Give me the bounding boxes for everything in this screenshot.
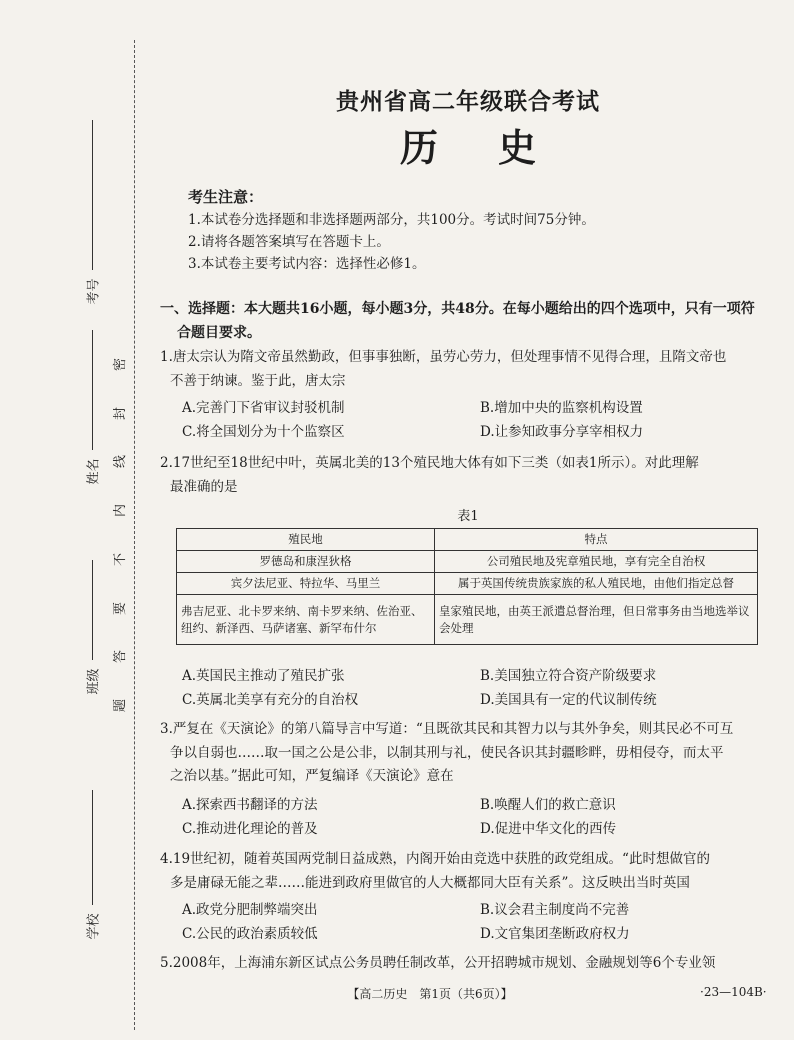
- notice-item: 2.请将各题答案填写在答题卡上。: [188, 234, 390, 250]
- table-cell: 宾夕法尼亚、特拉华、马里兰: [177, 573, 435, 595]
- seal-char: 内: [113, 504, 129, 518]
- option-b[interactable]: B.美国独立符合资产阶级要求: [480, 668, 657, 684]
- question-1: [160, 346, 782, 393]
- seal-char: 不: [113, 552, 129, 566]
- name-field[interactable]: [80, 330, 104, 495]
- question-text: 3.严复在《天演论》的第八篇导言中写道：“且既欲其民和其智力以与其外争矣，则其民必不可互: [160, 721, 734, 737]
- table-cell: 公司殖民地及宪章殖民地，享有完全自治权: [435, 551, 758, 573]
- table-header: 特点: [435, 529, 758, 551]
- seal-char: 封: [113, 406, 129, 420]
- seal-char: 答: [113, 650, 129, 664]
- section-heading: 一、选择题：本大题共16小题，每小题3分，共48分。在每小题给出的四个选项中，只有一项符 合题目要求。: [160, 301, 755, 341]
- footer-page-info: 【高二历史 第1页（共6页）】: [347, 987, 513, 1001]
- question-3-options: [182, 793, 782, 841]
- option-a[interactable]: A.政党分肥制弊端突出: [182, 902, 318, 918]
- option-c[interactable]: C.英属北美享有充分的自治权: [182, 692, 359, 708]
- question-text: 不善于纳谏。鉴于此，唐太宗: [170, 372, 346, 389]
- table-cell: 皇家殖民地，由英王派遣总督治理，但日常事务由当地选举议会处理: [435, 595, 758, 645]
- option-b[interactable]: B.议会君主制度尚不完善: [480, 902, 630, 918]
- option-b[interactable]: B.增加中央的监察机构设置: [480, 400, 643, 416]
- question-text: 之治以基。”据此可知，严复编译《天演论》意在: [170, 768, 454, 784]
- notice-item: 1.本试卷分选择题和非选择题两部分，共100分。考试时间75分钟。: [188, 212, 595, 228]
- exam-title: 贵州省高二年级联合考试: [336, 88, 600, 115]
- question-4: [160, 848, 782, 895]
- option-a[interactable]: A.完善门下省审议封驳机制: [182, 400, 345, 416]
- binding-strip: [0, 0, 140, 1040]
- candidate-notice: [188, 186, 595, 275]
- exam-number-label: 考号: [86, 278, 102, 305]
- option-a[interactable]: A.英国民主推动了殖民扩张: [182, 668, 345, 684]
- notice-item: 3.本试卷主要考试内容：选择性必修1。: [188, 256, 426, 272]
- question-text: 1.唐太宗认为隋文帝虽然勤政，但事事独断，虽劳心劳力，但处理事情不见得合理，且隋文帝也: [160, 349, 727, 365]
- question-2-options: [182, 664, 782, 712]
- question-text: 2.17世纪至18世纪中叶，英属北美的13个殖民地大体有如下三类（如表1所示）。对此理解: [160, 455, 699, 471]
- notice-heading: 考生注意：: [188, 188, 264, 206]
- option-c[interactable]: C.推动进化理论的普及: [182, 821, 318, 837]
- option-d[interactable]: D.促进中华文化的西传: [480, 821, 617, 837]
- question-2: [160, 452, 782, 499]
- question-text: 争以自弱也……取一国之公是公非，以制其刑与礼，使民各识其封疆畛畔，毋相侵夺，而太平: [170, 744, 724, 761]
- footer-code: ·23—104B·: [700, 985, 767, 999]
- table-row: [177, 595, 758, 645]
- exam-number-field[interactable]: [80, 120, 104, 315]
- option-d[interactable]: D.美国具有一定的代议制传统: [480, 692, 657, 708]
- class-field[interactable]: [80, 560, 104, 705]
- table-cell: 属于英国传统贵族家族的私人殖民地，由他们指定总督: [435, 573, 758, 595]
- question-5: [160, 952, 782, 976]
- question-4-options: [182, 898, 782, 946]
- page-footer: [0, 985, 794, 1005]
- name-label: 姓名: [86, 458, 102, 485]
- class-label: 班级: [86, 668, 102, 695]
- question-text: 5.2008年，上海浦东新区试点公务员聘任制改革，公开招聘城市规划、金融规划等6个专业领: [160, 955, 716, 971]
- table-cell: 罗德岛和康涅狄格: [177, 551, 435, 573]
- subject-title: 历史: [399, 125, 596, 170]
- question-1-options: [182, 396, 782, 444]
- option-a[interactable]: A.探索西书翻译的方法: [182, 797, 318, 813]
- table-cell: 弗吉尼亚、北卡罗来纳、南卡罗来纳、佐治亚、纽约、新泽西、马萨诸塞、新罕布什尔: [177, 595, 435, 645]
- seal-line: [134, 40, 135, 1030]
- seal-char: 题: [113, 698, 129, 712]
- option-d[interactable]: D.文官集团垄断政府权力: [480, 926, 630, 942]
- school-field[interactable]: [80, 790, 104, 950]
- seal-text: [110, 355, 128, 715]
- option-d[interactable]: D.让参知政事分享宰相权力: [480, 424, 644, 440]
- question-text: 4.19世纪初，随着英国两党制日益成熟，内阁开始由竞选中获胜的政党组成。“此时想做官的: [160, 851, 710, 867]
- table-row: [177, 573, 758, 595]
- table-header: 殖民地: [177, 529, 435, 551]
- table-header-row: [177, 529, 758, 551]
- seal-char: 密: [113, 357, 129, 372]
- seal-char: 线: [113, 455, 129, 469]
- option-b[interactable]: B.唤醒人们的救亡意识: [480, 797, 616, 813]
- option-c[interactable]: C.公民的政治素质较低: [182, 926, 318, 942]
- question-text: 最准确的是: [170, 478, 238, 495]
- table-caption: 表1: [457, 509, 479, 524]
- question-text: 多是庸碌无能之辈……能进到政府里做官的人大概都同大臣有关系”。这反映出当时英国: [170, 874, 690, 891]
- question-3: [160, 718, 782, 789]
- option-c[interactable]: C.将全国划分为十个监察区: [182, 424, 345, 440]
- table-row: [177, 551, 758, 573]
- colony-table: [176, 528, 758, 645]
- seal-char: 要: [113, 601, 129, 615]
- school-label: 学校: [86, 913, 102, 940]
